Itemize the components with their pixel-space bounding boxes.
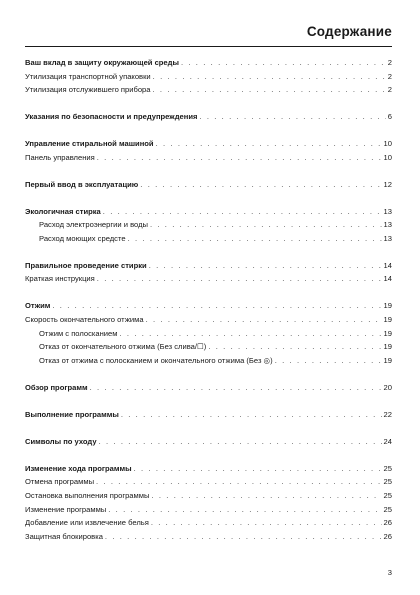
toc-entry-title: Символы по уходу [25, 436, 97, 446]
toc-entry-title: Защитная блокировка [25, 531, 103, 541]
toc-leader-dots [199, 110, 385, 124]
toc-subsection-entry[interactable] [25, 70, 392, 84]
toc-entry-title: Расход моющих средсте [39, 233, 126, 243]
toc-entry-title: Утилизация транспортной упаковки [25, 71, 151, 81]
toc-subsection-entry[interactable] [25, 272, 392, 286]
toc-section-entry[interactable] [25, 435, 392, 449]
toc-page-number: 19 [383, 328, 392, 338]
title-divider [25, 46, 392, 47]
toc-entry-title: Указания по безопасности и предупреждения [25, 112, 198, 122]
toc-leader-dots [105, 530, 382, 544]
toc-page-number: 13 [383, 220, 392, 230]
toc-section-entry[interactable] [25, 299, 392, 313]
toc-subsection-entry[interactable] [25, 475, 392, 489]
toc-entry-title: Правильное проведение стирки [25, 260, 147, 270]
table-of-contents [25, 56, 392, 543]
toc-leader-dots [146, 313, 382, 327]
toc-section-entry[interactable] [25, 56, 392, 70]
toc-leader-dots [140, 178, 381, 192]
toc-leader-dots [128, 232, 382, 246]
toc-entry-title: Расход электроэнергии и воды [39, 220, 148, 230]
toc-entry-title: Панель управления [25, 152, 95, 162]
toc-page-number: 25 [383, 490, 392, 500]
toc-page-number: 2 [387, 58, 392, 67]
toc-page-number: 10 [383, 139, 392, 149]
toc-page-number: 10 [383, 152, 392, 162]
toc-entry-title: Изменение хода программы [25, 463, 132, 473]
toc-entry-title: Отжим с полосканием [39, 328, 118, 338]
toc-subsection-entry[interactable] [25, 340, 392, 354]
toc-section-entry[interactable] [25, 178, 392, 192]
toc-subsection-entry[interactable] [25, 327, 392, 341]
toc-section-entry[interactable] [25, 110, 392, 124]
toc-leader-dots [153, 70, 386, 84]
toc-leader-dots [151, 489, 381, 503]
toc-subsection-entry[interactable] [25, 516, 392, 530]
toc-page-number: 19 [383, 355, 392, 365]
toc-section-entry[interactable] [25, 137, 392, 151]
toc-page-number: 19 [383, 301, 392, 311]
toc-subsection-entry[interactable] [25, 503, 392, 517]
toc-page-number: 22 [383, 409, 392, 419]
toc-page-number: 25 [383, 504, 392, 514]
toc-page-number: 19 [383, 315, 392, 325]
toc-leader-dots [103, 205, 382, 219]
toc-subsection-entry[interactable] [25, 489, 392, 503]
toc-leader-dots [149, 259, 382, 273]
toc-subsection-entry[interactable] [25, 530, 392, 544]
toc-entry-title: Экологичная стирка [25, 206, 101, 216]
toc-subsection-entry[interactable] [25, 151, 392, 165]
toc-leader-dots [275, 354, 382, 368]
toc-subsection-entry[interactable] [25, 313, 392, 327]
toc-section-entry[interactable] [25, 205, 392, 219]
toc-entry-title: Скорость окончательного отжима [25, 315, 144, 325]
toc-entry-title: Утилизация отслужившего прибора [25, 85, 151, 95]
toc-leader-dots [121, 408, 382, 422]
toc-leader-dots [97, 151, 382, 165]
toc-entry-title: Ваш вклад в защиту окружающей среды [25, 58, 179, 67]
toc-leader-dots [151, 516, 382, 530]
page-number: 3 [387, 568, 392, 577]
toc-leader-dots [150, 218, 382, 232]
toc-leader-dots [96, 475, 382, 489]
toc-page-number: 19 [383, 342, 392, 352]
toc-leader-dots [156, 137, 382, 151]
toc-entry-title: Отжим [25, 301, 51, 311]
toc-page-number: 20 [383, 382, 392, 392]
toc-leader-dots [97, 272, 382, 286]
toc-page-number: 25 [383, 463, 392, 473]
toc-entry-title: Управление стиральной машиной [25, 139, 154, 149]
toc-leader-dots [120, 327, 382, 341]
toc-entry-title: Отказ от окончательного отжима (Без слива/☐) [39, 342, 207, 352]
toc-leader-dots [153, 83, 386, 97]
toc-subsection-entry[interactable] [25, 232, 392, 246]
toc-page-number: 14 [383, 274, 392, 284]
toc-leader-dots [99, 435, 382, 449]
toc-page-number: 26 [383, 531, 392, 541]
toc-entry-title: Обзор программ [25, 382, 88, 392]
toc-entry-title: Добавление или извлечение белья [25, 518, 149, 528]
toc-page-number: 2 [387, 85, 392, 95]
toc-page-number: 2 [387, 71, 392, 81]
toc-leader-dots [90, 381, 382, 395]
toc-page-number: 26 [383, 518, 392, 528]
page-title: Содержание [306, 24, 392, 39]
toc-entry-title: Выполнение программы [25, 409, 119, 419]
toc-section-entry[interactable] [25, 259, 392, 273]
toc-leader-dots [181, 56, 386, 70]
toc-page-number: 24 [383, 436, 392, 446]
toc-section-entry[interactable] [25, 381, 392, 395]
toc-page-number: 25 [383, 477, 392, 487]
toc-subsection-entry[interactable] [25, 354, 392, 368]
toc-entry-title: Краткая инструкция [25, 274, 95, 284]
toc-entry-title: Отмена программы [25, 477, 95, 487]
toc-leader-dots [208, 340, 381, 354]
toc-leader-dots [108, 503, 381, 517]
toc-subsection-entry[interactable] [25, 83, 392, 97]
toc-subsection-entry[interactable] [25, 218, 392, 232]
toc-page-number: 14 [383, 260, 392, 270]
toc-leader-dots [134, 462, 382, 476]
toc-page-number: 13 [383, 206, 392, 216]
toc-entry-title: Остановка выполнения программы [25, 490, 150, 500]
toc-entry-title: Первый ввод в эксплуатацию [25, 179, 139, 189]
toc-section-entry[interactable] [25, 408, 392, 422]
toc-page-number: 13 [383, 233, 392, 243]
toc-leader-dots [52, 299, 381, 313]
toc-page-number: 6 [387, 112, 392, 122]
toc-entry-title: Отказ от отжима с полосканием и окончательного отжима (Без ◎) [39, 355, 273, 365]
toc-section-entry[interactable] [25, 462, 392, 476]
toc-entry-title: Изменение программы [25, 504, 107, 514]
toc-page-number: 12 [383, 179, 392, 189]
